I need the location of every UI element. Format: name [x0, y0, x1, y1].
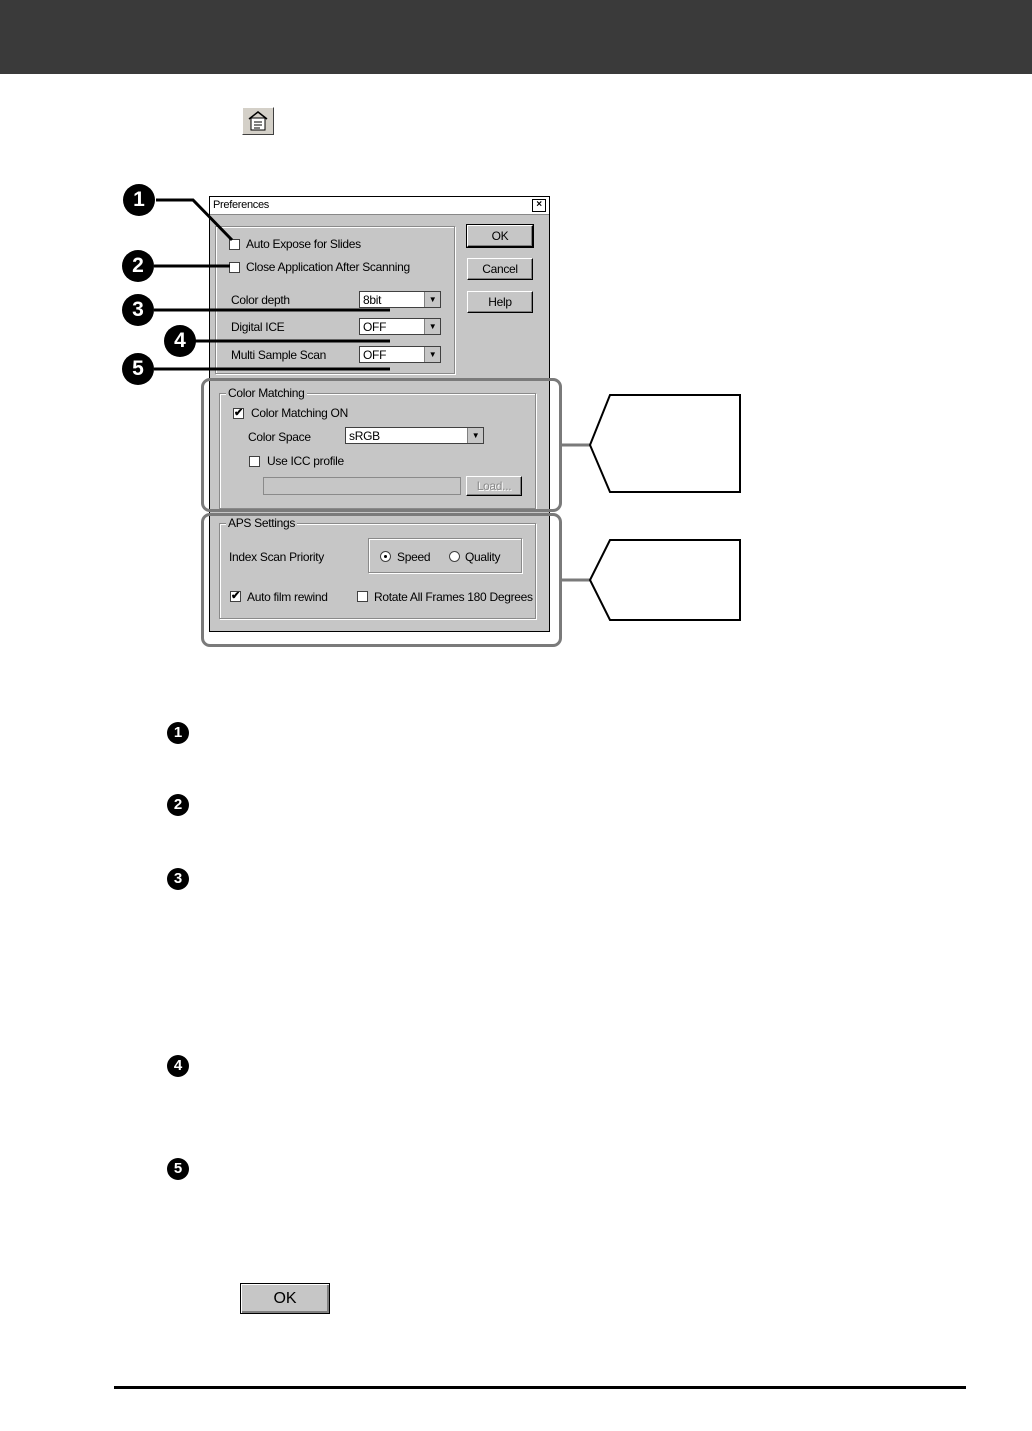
list-number-1: 1 — [167, 722, 189, 744]
digital-ice-value: OFF — [363, 320, 387, 334]
cancel-button[interactable]: Cancel — [467, 258, 533, 280]
speed-label: Speed — [397, 550, 431, 564]
aps-settings-legend: APS Settings — [228, 516, 296, 530]
callout-number-3: 3 — [122, 294, 154, 326]
chevron-down-icon[interactable]: ▼ — [424, 319, 440, 334]
callout-number-4: 4 — [164, 325, 196, 357]
auto-rewind-checkbox[interactable]: ✔ — [231, 590, 240, 602]
ok-button-illustration: OK — [240, 1283, 330, 1314]
ok-button[interactable]: OK — [467, 225, 533, 247]
color-depth-value: 8bit — [363, 293, 382, 307]
close-icon[interactable]: × — [532, 199, 546, 212]
color-space-value: sRGB — [349, 429, 380, 443]
digital-ice-label: Digital ICE — [231, 320, 285, 334]
chevron-down-icon[interactable]: ▼ — [424, 292, 440, 307]
quality-label: Quality — [465, 550, 501, 564]
color-space-label: Color Space — [248, 430, 311, 444]
auto-rewind-label: Auto film rewind — [247, 590, 328, 604]
list-number-3: 3 — [167, 868, 189, 890]
note-box-aps-settings — [590, 540, 740, 620]
list-number-5: 5 — [167, 1158, 189, 1180]
footer-rule — [114, 1386, 966, 1389]
auto-expose-label: Auto Expose for Slides — [246, 237, 361, 251]
chevron-down-icon[interactable]: ▼ — [424, 347, 440, 362]
callout-number-2: 2 — [122, 250, 154, 282]
callout-number-5: 5 — [122, 353, 154, 385]
chevron-down-icon[interactable]: ▼ — [467, 428, 483, 443]
use-icc-label: Use ICC profile — [267, 454, 344, 468]
list-number-2: 2 — [167, 794, 189, 816]
multi-sample-value: OFF — [363, 348, 387, 362]
close-app-label: Close Application After Scanning — [246, 260, 410, 274]
list-number-4: 4 — [167, 1055, 189, 1077]
help-button[interactable]: Help — [467, 291, 533, 313]
callout-number-1: 1 — [123, 184, 155, 216]
color-matching-on-checkbox[interactable]: ✔ — [234, 407, 243, 419]
rotate-frames-label: Rotate All Frames 180 Degrees — [374, 590, 533, 604]
load-button: Load... — [466, 476, 522, 496]
multi-sample-label: Multi Sample Scan — [231, 348, 326, 362]
color-matching-on-label: Color Matching ON — [251, 406, 348, 420]
leader-line-1 — [156, 200, 232, 240]
dialog-title: Preferences — [213, 199, 270, 211]
color-matching-legend: Color Matching — [228, 386, 305, 400]
note-box-color-matching — [590, 395, 740, 492]
index-scan-priority-label: Index Scan Priority — [229, 550, 325, 564]
color-depth-label: Color depth — [231, 293, 290, 307]
